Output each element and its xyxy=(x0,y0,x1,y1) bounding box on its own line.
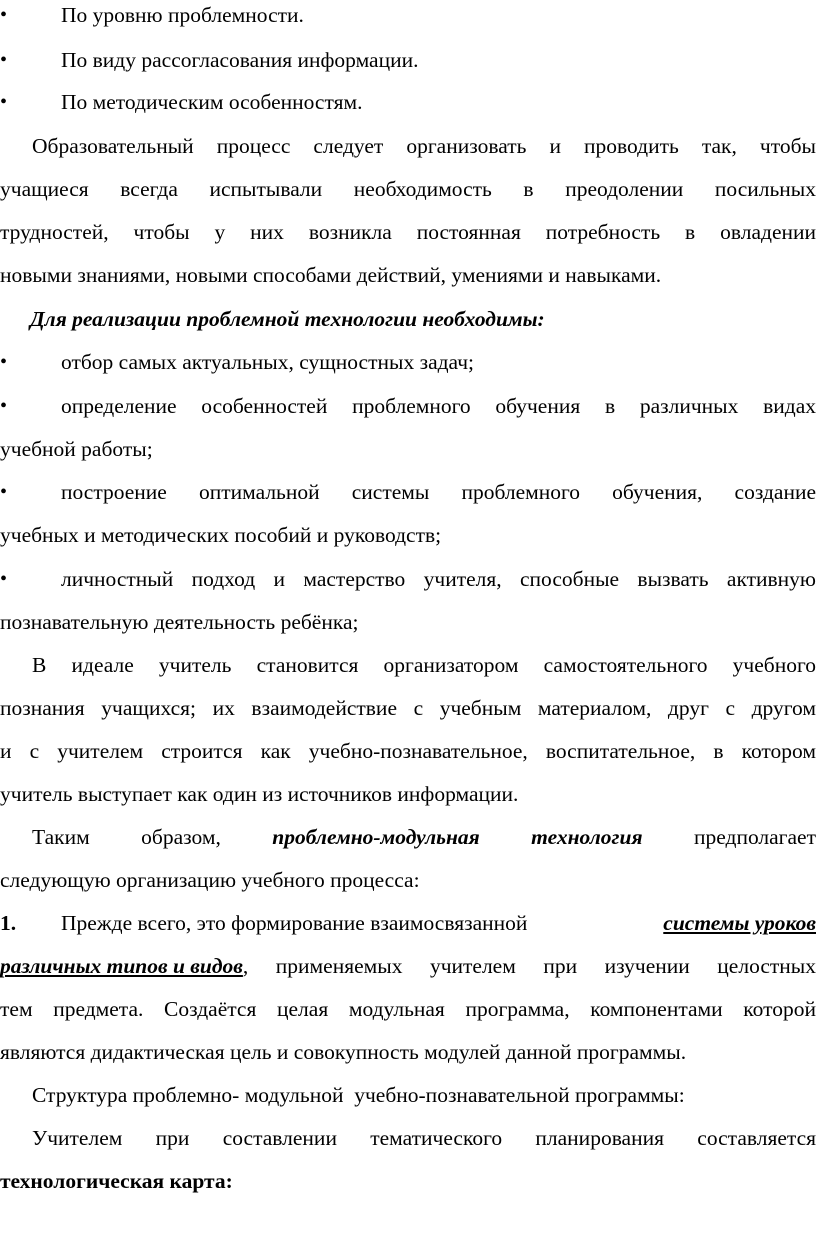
bullet-icon: • xyxy=(0,49,8,71)
paragraph-line: познания учащихся; их взаимодействие с учебным материалом, друг с другом xyxy=(0,696,816,720)
list-item-text: По виду рассогласования информации. xyxy=(61,48,419,72)
paragraph-line: трудностей, чтобы у них возникла постоянная потребность в овладении xyxy=(0,220,816,244)
word: предполагает xyxy=(693,825,816,849)
list-item-text: личностный подход и мастерство учителя, способные вызвать активную xyxy=(61,567,816,591)
item-number: 1. xyxy=(0,911,17,935)
paragraph-line: и с учителем строится как учебно-познавательное, воспитательное, в котором xyxy=(0,739,816,763)
list-item-text: определение особенностей проблемного обучения в различных видах xyxy=(61,394,816,418)
paragraph-line: являются дидактическая цель и совокупность модулей данной программы. xyxy=(0,1040,687,1064)
paragraph-line: Образовательный процесс следует организовать и проводить так, чтобы xyxy=(32,134,816,158)
bullet-icon: • xyxy=(0,568,8,590)
bold-term: технологическая карта: xyxy=(0,1169,233,1193)
section-heading: Для реализации проблемной технологии необходимы: xyxy=(30,307,545,331)
list-item-continuation: учебных и методических пособий и руководств; xyxy=(0,523,442,547)
word: Таким xyxy=(32,825,90,849)
emphasized-term: системы уроков xyxy=(663,911,816,935)
bullet-icon: • xyxy=(0,4,8,26)
list-item-text: По методическим особенностям. xyxy=(61,90,363,114)
list-item-text: По уровню проблемности. xyxy=(61,3,304,27)
paragraph-line: учащиеся всегда испытывали необходимость в преодолении посильных xyxy=(0,177,816,201)
emphasized-term: проблемно-модульная xyxy=(272,825,480,849)
paragraph-line: новыми знаниями, новыми способами действий, умениями и навыками. xyxy=(0,263,662,287)
numbered-item-line xyxy=(0,944,816,989)
paragraph-line: тем предмета. Создаётся целая модульная программа, компонентами которой xyxy=(0,997,816,1021)
item-text: , применяемых учителем при изучении целостных xyxy=(242,954,816,978)
list-item-continuation: учебной работы; xyxy=(0,437,153,461)
bullet-icon: • xyxy=(0,395,8,417)
item-text: Прежде всего, это формирование взаимосвязанной xyxy=(61,911,528,935)
numbered-item-line xyxy=(61,901,816,946)
emphasized-term: технология xyxy=(531,825,643,849)
bullet-icon: • xyxy=(0,481,8,503)
bullet-icon: • xyxy=(0,351,8,373)
word: образом, xyxy=(141,825,221,849)
paragraph-line: учитель выступает как один из источников информации. xyxy=(0,782,519,806)
paragraph-line: В идеале учитель становится организатором самостоятельного учебного xyxy=(32,653,816,677)
paragraph-line: следующую организацию учебного процесса: xyxy=(0,868,420,892)
paragraph-line: Учителем при составлении тематического планирования составляется xyxy=(32,1126,816,1150)
list-item-continuation: познавательную деятельность ребёнка; xyxy=(0,610,359,634)
list-item-text: отбор самых актуальных, сущностных задач; xyxy=(61,350,475,374)
bullet-icon: • xyxy=(0,91,8,113)
paragraph-line: Структура проблемно- модульной учебно-познавательной программы: xyxy=(32,1083,685,1107)
emphasized-term: различных типов и видов xyxy=(0,954,243,978)
list-item-text: построение оптимальной системы проблемного обучения, создание xyxy=(61,480,816,504)
paragraph-line xyxy=(32,815,816,860)
